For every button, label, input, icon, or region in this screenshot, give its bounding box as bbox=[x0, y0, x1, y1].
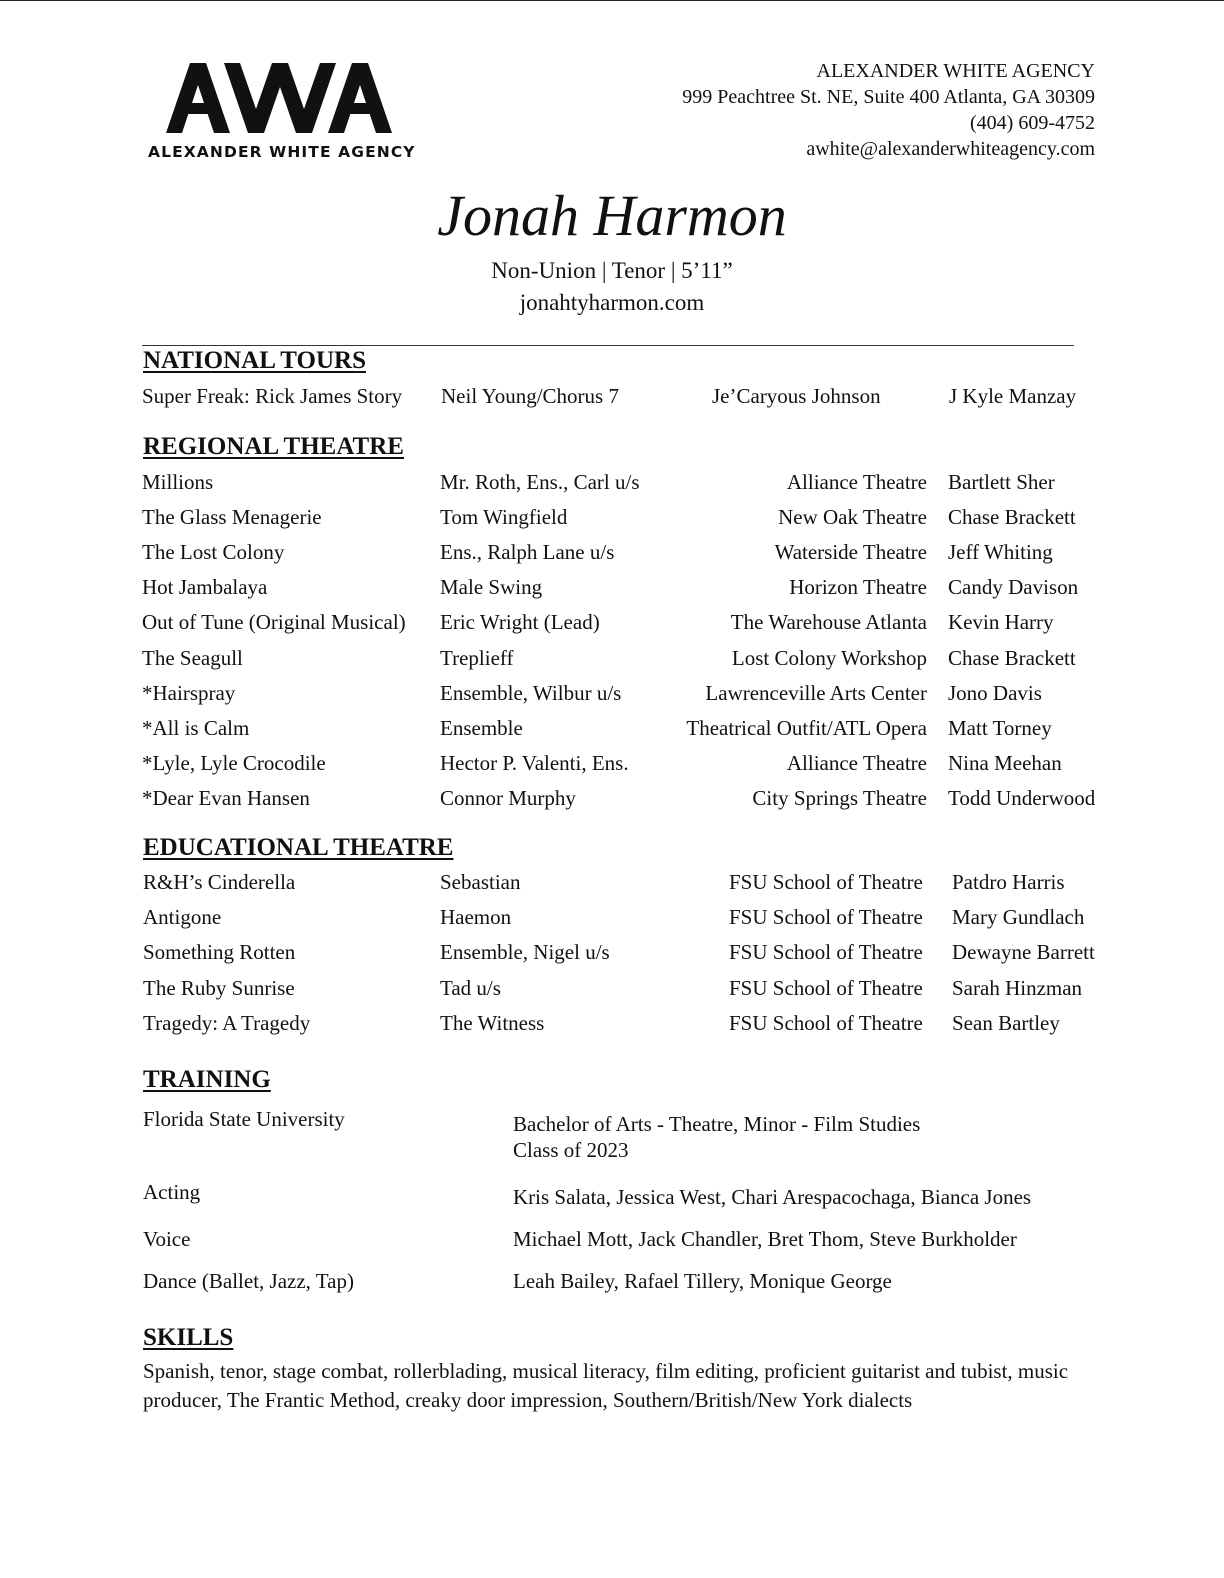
section-heading-training: TRAINING bbox=[143, 1066, 271, 1093]
credit-role: Tad u/s bbox=[440, 975, 501, 1000]
credit-company: FSU School of Theatre bbox=[729, 975, 923, 1000]
agency-email[interactable]: awhite@alexanderwhiteagency.com bbox=[806, 138, 1095, 160]
credit-show: Something Rotten bbox=[143, 940, 296, 965]
training-detail: Kris Salata, Jessica West, Chari Arespacochaga, Bianca Jones bbox=[513, 1185, 1032, 1209]
training-label: Florida State University bbox=[143, 1107, 345, 1131]
credit-row bbox=[0, 905, 1224, 937]
credit-director: Dewayne Barrett bbox=[952, 940, 1095, 965]
credit-row bbox=[0, 786, 1224, 818]
credit-show: *Hairspray bbox=[142, 680, 236, 705]
credit-company: FSU School of Theatre bbox=[729, 1010, 923, 1035]
agency-logo bbox=[148, 57, 416, 167]
credit-role: Connor Murphy bbox=[440, 785, 576, 810]
actor-stats: Non-Union | Tenor | 5’11” bbox=[491, 258, 733, 283]
credit-show: *All is Calm bbox=[142, 715, 250, 740]
credit-role: Sebastian bbox=[440, 870, 521, 894]
training-detail: Michael Mott, Jack Chandler, Bret Thom, Steve Burkholder bbox=[513, 1227, 1017, 1251]
credit-show: *Lyle, Lyle Crocodile bbox=[142, 750, 326, 775]
credit-company: Alliance Theatre bbox=[786, 750, 927, 775]
credit-director: Sean Bartley bbox=[952, 1010, 1060, 1035]
credit-company: Je’Caryous Johnson bbox=[712, 384, 881, 408]
credit-role: Mr. Roth, Ens., Carl u/s bbox=[440, 470, 640, 494]
credit-show: R&H’s Cinderella bbox=[143, 870, 296, 894]
credit-company: FSU School of Theatre bbox=[729, 940, 923, 965]
credit-director: Patdro Harris bbox=[952, 870, 1065, 894]
credit-company: Horizon Theatre bbox=[789, 575, 927, 600]
agency-name: ALEXANDER WHITE AGENCY bbox=[816, 60, 1095, 82]
credit-row bbox=[0, 976, 1224, 1008]
section-heading-regional-theatre: REGIONAL THEATRE bbox=[143, 433, 404, 460]
credit-show: The Lost Colony bbox=[142, 540, 285, 565]
credit-director: Matt Torney bbox=[948, 715, 1052, 740]
credit-role: Ens., Ralph Lane u/s bbox=[440, 540, 615, 565]
credit-show: Out of Tune (Original Musical) bbox=[142, 610, 406, 635]
actor-website[interactable]: jonahtyharmon.com bbox=[519, 290, 705, 315]
credit-director: Jono Davis bbox=[948, 680, 1042, 705]
credit-director: Nina Meehan bbox=[948, 750, 1062, 775]
credit-director: J Kyle Manzay bbox=[949, 384, 1077, 408]
credit-role: Eric Wright (Lead) bbox=[440, 610, 600, 635]
credit-director: Kevin Harry bbox=[948, 610, 1054, 635]
credit-show: The Seagull bbox=[142, 645, 243, 670]
credit-role: The Witness bbox=[440, 1010, 545, 1035]
credit-company: Alliance Theatre bbox=[786, 470, 927, 494]
credit-company: The Warehouse Atlanta bbox=[730, 610, 927, 635]
credit-row bbox=[0, 751, 1224, 783]
credit-company: Waterside Theatre bbox=[774, 540, 927, 565]
credit-show: The Ruby Sunrise bbox=[143, 975, 295, 1000]
training-detail-class: Class of 2023 bbox=[513, 1138, 629, 1162]
credit-show: Antigone bbox=[143, 905, 222, 930]
credit-row bbox=[0, 384, 1224, 416]
credit-row bbox=[0, 575, 1224, 607]
credit-row bbox=[0, 870, 1224, 902]
agency-phone[interactable]: (404) 609-4752 bbox=[970, 112, 1095, 134]
credit-role: Ensemble, Wilbur u/s bbox=[440, 680, 622, 705]
credit-company: FSU School of Theatre bbox=[729, 905, 923, 930]
training-detail: Leah Bailey, Rafael Tillery, Monique George bbox=[513, 1269, 892, 1293]
skills-text: Spanish, tenor, stage combat, rollerblading, musical literacy, film editing, proficient guitarist and tubist, music producer, The Frantic Method, creaky door impression, Southern/British/New York dialects bbox=[143, 1359, 1069, 1412]
section-heading-skills: SKILLS bbox=[143, 1324, 234, 1351]
credit-row bbox=[0, 716, 1224, 748]
logo-wordmark: ALEXANDER WHITE AGENCY bbox=[148, 143, 416, 161]
credit-director: Chase Brackett bbox=[948, 645, 1076, 670]
training-label: Acting bbox=[143, 1180, 201, 1204]
credit-row bbox=[0, 681, 1224, 713]
credit-director: Chase Brackett bbox=[948, 505, 1076, 530]
credit-row bbox=[0, 505, 1224, 537]
credit-show: The Glass Menagerie bbox=[142, 505, 322, 530]
credit-role: Male Swing bbox=[440, 575, 543, 600]
credit-director: Jeff Whiting bbox=[948, 540, 1053, 565]
credit-role: Neil Young/Chorus 7 bbox=[441, 384, 619, 408]
training-detail: Bachelor of Arts - Theatre, Minor - Film Studies bbox=[513, 1112, 921, 1136]
header-divider bbox=[142, 345, 1074, 346]
credit-row bbox=[0, 1011, 1224, 1043]
agency-address: 999 Peachtree St. NE, Suite 400 Atlanta, GA 30309 bbox=[682, 86, 1095, 108]
credit-show: Hot Jambalaya bbox=[142, 575, 268, 600]
credit-company: Lawrenceville Arts Center bbox=[705, 680, 927, 705]
credit-director: Sarah Hinzman bbox=[952, 975, 1083, 1000]
credit-company: City Springs Theatre bbox=[752, 785, 927, 810]
agency-contact bbox=[682, 58, 1095, 162]
credit-director: Mary Gundlach bbox=[952, 905, 1085, 930]
training-label: Voice bbox=[143, 1227, 191, 1251]
credit-director: Todd Underwood bbox=[948, 785, 1096, 810]
credit-company: Theatrical Outfit/ATL Opera bbox=[686, 715, 927, 740]
training-label: Dance (Ballet, Jazz, Tap) bbox=[143, 1269, 354, 1293]
credit-company: FSU School of Theatre bbox=[729, 870, 923, 894]
credit-show: Tragedy: A Tragedy bbox=[143, 1010, 311, 1035]
credit-role: Tom Wingfield bbox=[440, 505, 568, 530]
credit-role: Treplieff bbox=[440, 645, 514, 670]
credit-company: New Oak Theatre bbox=[778, 505, 927, 530]
credit-director: Bartlett Sher bbox=[948, 470, 1055, 494]
credit-show: Millions bbox=[142, 470, 214, 494]
awa-logo-mark bbox=[166, 61, 392, 135]
section-heading-educational-theatre: EDUCATIONAL THEATRE bbox=[143, 834, 454, 861]
credit-role: Haemon bbox=[440, 905, 512, 930]
credit-company: Lost Colony Workshop bbox=[731, 645, 927, 670]
credit-row bbox=[0, 610, 1224, 642]
credit-row bbox=[0, 940, 1224, 972]
credit-row bbox=[0, 646, 1224, 678]
credit-show: Super Freak: Rick James Story bbox=[142, 384, 403, 408]
credit-director: Candy Davison bbox=[948, 575, 1079, 600]
credit-role: Hector P. Valenti, Ens. bbox=[440, 750, 629, 775]
credit-role: Ensemble bbox=[440, 715, 523, 740]
credit-row bbox=[0, 540, 1224, 572]
actor-name: Jonah Harmon bbox=[437, 183, 787, 248]
credit-row bbox=[0, 470, 1224, 502]
credit-role: Ensemble, Nigel u/s bbox=[440, 940, 610, 965]
credit-show: *Dear Evan Hansen bbox=[142, 785, 310, 810]
section-heading-national-tours: NATIONAL TOURS bbox=[143, 347, 366, 374]
